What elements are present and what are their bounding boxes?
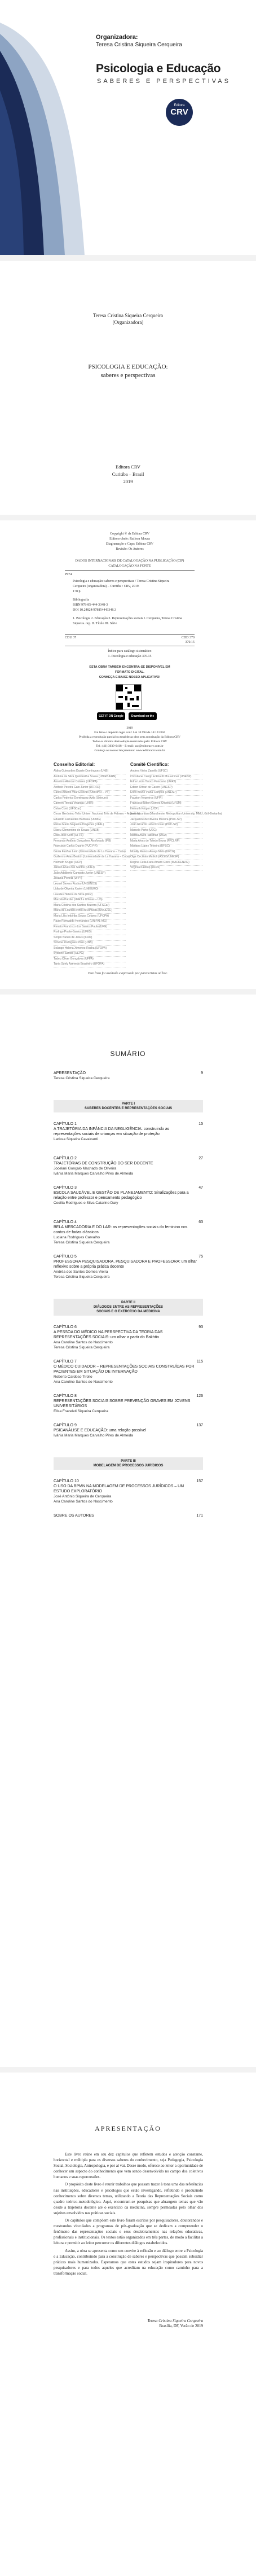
toc-entry-row xyxy=(54,1513,203,1518)
biblio-lines xyxy=(73,598,195,613)
peer-review-note: Este livro foi avaliado e aprovado por pareceristas ad hoc. xyxy=(88,972,168,975)
toc-part-heading: PARTE II DIÁLOGOS ENTRE AS REPRESENTAÇÕES SOCIAIS E O EXERCÍCIO DA MEDICINA xyxy=(54,1299,203,1316)
board-member: Helmuth Krüger (UCP) xyxy=(130,807,202,812)
toc-entry-title: CAPÍTULO 8 REPRESENTAÇÕES SOCIAIS SOBRE PREVENÇÃO GRAVES EM JOVENS UNIVERSITÁRIOS xyxy=(54,1394,191,1408)
toc-part-heading: PARTE III MODELAGEM DE PROCESSOS JURÍDICOS xyxy=(54,1457,203,1470)
board-member: Olga Ceciliato Mattioli (ASSIS/UNESP) xyxy=(130,855,202,860)
board-member: Tania Suely Azevedo Brasileiro (UFOPA) xyxy=(54,962,126,967)
editor-line: Editora-chefe: Railson Moura xyxy=(109,537,150,541)
board-member: Cesar Gerónimo Tello (Univer. Nacional Três de Febrero – Argentina) xyxy=(54,812,126,817)
signature-name: Teresa Cristina Siqueira Cerqueira xyxy=(147,2319,203,2323)
board-member: Carmen Tereza Velanga (UNIR) xyxy=(54,801,126,807)
cip-record xyxy=(65,572,195,627)
ps-lines xyxy=(73,579,195,594)
board-member: Marcelo Porto (UEG) xyxy=(130,829,202,834)
ebook-notice xyxy=(65,665,195,680)
toc-entry-row xyxy=(54,1121,203,1137)
toc-entry-page: 93 xyxy=(198,1325,203,1329)
title-page-author xyxy=(0,313,256,325)
board-member: Solange Helena Ximenes-Rocha (UFOPA) xyxy=(54,947,126,952)
index-heading: Índice para catálogo sistemático xyxy=(108,650,152,653)
index-entry: 1. Psicologia e educação 370.15 xyxy=(108,655,152,658)
toc-entry-row xyxy=(54,1394,203,1409)
toc-entry-page: 15 xyxy=(198,1122,203,1126)
editorial-board xyxy=(54,762,140,968)
board-member: Marcelo Paixão (UFRJ e UTexas – US) xyxy=(54,898,126,903)
toc-entry-author: Ivânia Maria Marques Carvalho Pires de Almeida xyxy=(54,1434,133,1438)
presentation-title: APRESENTAÇÃO xyxy=(95,2124,161,2132)
qr-code-icon xyxy=(116,685,141,709)
toc-entry-row xyxy=(54,1185,203,1201)
app-store-button[interactable]: Download on the App Store xyxy=(129,712,157,720)
design-line: Diagramação e Capa: Editora CRV xyxy=(105,542,154,546)
board-member: Francisco Carlos Duarte (PUC-PR) xyxy=(54,844,126,849)
toc-entry-row xyxy=(54,1325,203,1340)
board-member: Gloria Fariñas León (Universidade de La Havana – Cuba) xyxy=(54,850,126,855)
title-page xyxy=(0,261,256,515)
toc-entry[interactable] xyxy=(54,1121,203,1142)
toc-entry[interactable] xyxy=(54,1220,203,1245)
legal-line: Proibida a reprodução parcial ou total desta obra sem autorização da Editora CRV xyxy=(78,735,181,739)
board-member: Leonel Severo Rocha (UNISINOS) xyxy=(54,882,126,887)
toc-entry-row xyxy=(54,1479,203,1494)
ps-line: Psicologia e educação: saberes e perspectivas / Teresa Cristina Siqueira xyxy=(73,580,170,583)
toc-entry-author: Elisa Frazeleti Siqueira Cerqueira xyxy=(54,1409,108,1413)
book-cover xyxy=(0,0,256,255)
legal-notice xyxy=(65,726,195,753)
board-member: Renato Francisco dos Santos Paula (UFG) xyxy=(54,925,126,930)
toc-entry-title: CAPÍTULO 4 BELA MERCADORIA E DO LAR: as representações sociais do feminino nos contos de fadas clássicos xyxy=(54,1220,188,1234)
catalog-subheading-text: CATALOGAÇÃO NA FONTE xyxy=(108,564,151,568)
google-play-button[interactable]: GET IT ON Google Play xyxy=(97,712,125,720)
toc-entry-row xyxy=(54,1423,203,1433)
board-member: Jacqueline de Oliveira Moreira (PUC-SP) xyxy=(130,818,202,823)
presentation-paragraph: Este livro reúne em seu dez capítulos que refletem estudos e atenção constante, horizontal e múltipla para os diversos saberes do conhecimento, seja Pedagogia, Psicologia Social, Sociologia, Antropologia, e por aí vai. Desse modo, oferece ao leitor a oportunidade de conhecer um aspecto do conhecimento que vem sendo desenvolvido no campo dos coletivos humanos e suas repercussões. xyxy=(54,2152,203,2180)
board-member: Eduardo Fernandes Barbosa (UFMG) xyxy=(54,818,126,823)
board-member: Andrea Vieira Zanella (UFSC) xyxy=(130,769,202,774)
toc-entry[interactable] xyxy=(54,1394,203,1414)
toc-entry-page: 47 xyxy=(198,1186,203,1190)
scientific-board-list xyxy=(130,769,223,871)
editorial-board-list xyxy=(54,769,140,967)
table-of-contents xyxy=(0,995,256,2067)
toc-entry-page: 9 xyxy=(201,1071,203,1075)
toc-entry-title: CAPÍTULO 7 O MÉDICO CUIDADOR – REPRESENTAÇÕES SOCIAIS CONSTRUÍDAS POR PACIENTES EM SITUAÇÃO DE INTERNAÇÃO xyxy=(54,1360,195,1374)
ps-code: P974 xyxy=(65,573,72,576)
toc-entry[interactable] xyxy=(54,1359,203,1385)
toc-entry-author: Andréa dos Santos Gomes Vieira Teresa Cristina Siqueira Cerqueira xyxy=(54,1270,110,1279)
organizer-block xyxy=(96,34,248,48)
catalog-rule xyxy=(65,634,195,635)
presentation-signature xyxy=(54,2319,203,2329)
catalog-heading xyxy=(65,559,195,569)
board-member: Marcia Alves Tassinari (USU) xyxy=(130,834,202,839)
board-member: Paulo Romualdo Hernandes (UNIFAL-MG) xyxy=(54,919,126,925)
toc-entry-author: Larissa Siqueira Cavalcanti xyxy=(54,1137,98,1141)
board-member: Elione Maria Nogueira Diogenes (UFAL) xyxy=(54,823,126,828)
board-member: Lídia de Oliveira Xavier (UNIEURO) xyxy=(54,887,126,892)
cover-subtitle: SABERES E PERSPECTIVAS xyxy=(97,78,231,85)
cdd-code: CDD 370 xyxy=(181,636,195,639)
toc-entry-author: Roberto Cardoso Tirollo Ana Caroline Santos do Nascimento xyxy=(54,1375,113,1384)
toc-entry-page: 75 xyxy=(198,1255,203,1259)
board-member: Aldira Guimarães Duarte Domínguez (UNB) xyxy=(54,769,126,774)
toc-entry-page: 63 xyxy=(198,1220,203,1224)
toc-entry-title: CAPÍTULO 1 A TRAJETÓRIA DA INFÂNCIA DA NEGLIGÊNCIA: construindo as representações sociais de crianças em situação de proteção xyxy=(54,1122,170,1136)
toc-entry[interactable] xyxy=(54,1325,203,1350)
cdu-code: CDU 37 xyxy=(65,636,77,639)
board-member: Virgínia Kastrup (UFRJ) xyxy=(130,866,202,871)
author-role: (Organizadora) xyxy=(112,319,144,325)
systematic-index xyxy=(65,649,195,659)
toc-entry-title: CAPÍTULO 6 A PESSOA DO MÉDICO NA PERSPECTIVA DA TEORIA DAS REPRESENTAÇÕES SOCIAIS: um olhar a partir do Bakhtin xyxy=(54,1325,163,1339)
qr-code[interactable] xyxy=(116,684,142,710)
organizer-name: Teresa Cristina Siqueira Cerqueira xyxy=(96,42,182,48)
board-member: João Adalberto Campato Junior (UNESP) xyxy=(54,871,126,877)
toc-entry[interactable] xyxy=(54,1185,203,1206)
ps-line: 178 p. xyxy=(73,590,81,593)
board-member: Josania Portela (UFPI) xyxy=(54,877,126,882)
board-member: Simone Rodrigues Pinto (UNB) xyxy=(54,941,126,946)
board-member: João Ricardo Lebert Cozac (PUC-SP) xyxy=(130,823,202,828)
publisher-city: Curitiba – Brasil xyxy=(112,471,144,477)
biblio-line: Bibliografia xyxy=(73,598,89,602)
signature-place: Brasília, DF, Verão de 2019 xyxy=(159,2324,203,2328)
biblio-line: DOI 10.24824/978854443348.3 xyxy=(73,608,116,612)
board-member: Maria Lília Imbiriba Sousa Colares (UFOPA) xyxy=(54,914,126,919)
ebook-line: CONHEÇA E BAIXE NOSSO APLICATIVO! xyxy=(99,676,161,679)
toc-entry-title: CAPÍTULO 2 TRAJETÓRIAS DE CONSTRUÇÃO DO SER DOCENTE xyxy=(54,1156,153,1166)
scientific-board xyxy=(130,762,223,871)
board-member: Carlos Alberto Vilar Estêvão (UMINHO – PT) xyxy=(54,791,126,796)
toc-entry-row xyxy=(54,1071,203,1076)
toc-entry-row xyxy=(54,1359,203,1374)
board-member: Tadeu Oliver Gonçalves (UFPA) xyxy=(54,957,126,962)
toc-entry[interactable] xyxy=(54,1156,203,1176)
board-member: Elizeu Clementino de Souza (UNEB) xyxy=(54,829,126,834)
page-separator xyxy=(0,255,256,261)
board-member: Christiane Carrijo Eckhardt Mouammar (UNESP) xyxy=(130,775,202,780)
publisher-name: Editora CRV xyxy=(116,464,140,470)
toc-entry-page: 126 xyxy=(196,1394,203,1398)
toc-entry-title: CAPÍTULO 3 ESCOLA SAUDÁVEL E GESTÃO DE PLANEJAMENTO: Sinalizações para a relação entre professor e pensamento pedagógico xyxy=(54,1186,189,1200)
toc-entry-row xyxy=(54,1220,203,1235)
author-name: Teresa Cristina Siqueira Cerqueira xyxy=(92,313,164,318)
board-member: Edson Olivari de Castro (UNESP) xyxy=(130,786,202,791)
presentation-paragraph: Os capítulos que compõem este livro foram escritos por pesquisadores, doutorandos e mestrandos vinculados a programas de pós-graduação que se dedicam a compreender o fenômeno das representações sociais e seus desdobramentos nas relações educativas, profissionais e institucionais. Os textos estão organizados em três partes, de modo a facilitar a leitura e permitir ao leitor percorrer os diferentes diálogos estabelecidos. xyxy=(54,2218,203,2246)
board-member: Élsio José Corá (UFFS) xyxy=(54,834,126,839)
toc-entry-row xyxy=(54,1254,203,1269)
board-member: Érico Bruno Viana Campos (UNESP) xyxy=(130,791,202,796)
legal-line: 2019 xyxy=(126,726,133,730)
subjects-line: 1. Psicologia 2. Educação 3. Representações sociais I. Cerqueira, Teresa Cristina Siqueira. org. II. Título III. Série xyxy=(73,617,182,625)
board-member: Maria de Lourdes Pinto de Almeida (UNOESC) xyxy=(54,909,126,914)
presentation-page xyxy=(0,2073,256,2576)
board-member: Sérgio Nunes de Jesus (IFRO) xyxy=(54,936,126,941)
toc-entry[interactable] xyxy=(54,1071,203,1081)
presentation-body xyxy=(54,2152,203,2278)
page-separator xyxy=(0,515,256,520)
toc-entry-page: 115 xyxy=(196,1360,203,1364)
board-member: Maria Cristina dos Santos Bezerra (UFSCar) xyxy=(54,904,126,909)
toc-entry-title: CAPÍTULO 5 PROFESSORA PESQUISADORA, PESQUISADORA E PROFESSORA: um olhar reflexivo sobre a própria prática docente xyxy=(54,1255,197,1269)
legal-line: Foi feito o depósito legal conf. Lei 10.994 de 14/12/2004 xyxy=(94,731,165,734)
board-member: Monilly Ramos Araujo Melo (UFCG) xyxy=(130,850,202,855)
board-member: Maria Alves de Toledo Bruns (FFCLRP) xyxy=(130,839,202,844)
organizer-label: Organizadora: xyxy=(96,34,138,41)
board-member: Mariana Lopez Teixeira (UFSC) xyxy=(130,844,202,849)
legal-line: Tel.: (41) 3039-6418 – E-mail: sac@editoracrv.com.br xyxy=(96,744,164,748)
logo-big-text: CRV xyxy=(170,107,188,117)
toc-entry[interactable] xyxy=(54,1513,203,1518)
toc-entry-title: APRESENTAÇÃO xyxy=(54,1071,86,1075)
book-title: PSICOLOGIA E EDUCAÇÃO: xyxy=(88,363,168,370)
legal-line: Conheça os nossos lançamentos: www.editoracrv.com.br xyxy=(94,749,165,752)
toc-entry-title: SOBRE OS AUTORES xyxy=(54,1514,94,1518)
board-member: Anselmo Alencar Colares (UFOPA) xyxy=(54,780,126,785)
publisher-logo xyxy=(166,99,193,126)
ps-line: Cerqueira (organizadora) – Curitiba : CRV, 2019. xyxy=(73,585,140,588)
board-member: Ilana Mountian (Manchester Metropolitan University, MMU, Grã-Bretanha) xyxy=(130,812,202,817)
board-member: Celso Conti (UFSCar) xyxy=(54,807,126,812)
toc-entry-author: Ana Caroline Santos do Nascimento Teresa Cristina Siqueira Cerqueira xyxy=(54,1340,113,1350)
toc-part-heading: PARTE I SABERES DOCENTES E REPRESENTAÇÕES SOCIAIS xyxy=(54,1100,203,1112)
toc-entry-page: 157 xyxy=(196,1479,203,1483)
toc-entry-row xyxy=(54,1156,203,1166)
board-member: Jailson Alves dos Santos (UFRJ) xyxy=(54,866,126,871)
board-member: Antônio Pereira Gaio Júnior (UFRRJ) xyxy=(54,786,126,791)
copyright-page xyxy=(0,520,256,989)
legal-line: Todos os direitos desta edição reservados pela: Editora CRV xyxy=(92,740,167,743)
board-member: Carlos Federico Dominguez Avila (Unieuro) xyxy=(54,796,126,801)
scientific-board-title: Comitê Científico: xyxy=(130,762,169,767)
toc-title: SUMÁRIO xyxy=(110,1050,146,1058)
page-separator xyxy=(0,989,256,995)
revision-line: Revisão: Os Autores xyxy=(116,547,144,551)
board-member: Guillermo Arias Beatón (Universidade de La Havana – Cuba) xyxy=(54,855,126,860)
catalog-heading-text: DADOS INTERNACIONAIS DE CATALOGAÇÃO NA PUBLICAÇÃO (CIP) xyxy=(75,559,184,563)
title-page-publisher xyxy=(0,464,256,484)
ebook-line: ESTA OBRA TAMBÉM ENCONTRA-SE DISPONÍVEL EM xyxy=(89,665,170,669)
toc-entry-page: 27 xyxy=(198,1156,203,1160)
board-member: Fauston Negreiros (UFPI) xyxy=(130,796,202,801)
board-member: Edna Lúcia Tinoco Ponciano (UERJ) xyxy=(130,780,202,785)
credits-block xyxy=(65,532,195,552)
cdd2-code: 370.15 xyxy=(185,641,195,644)
page-separator xyxy=(0,2067,256,2073)
publish-year: 2019 xyxy=(123,479,133,484)
board-member: Helmuth Krüger (UCP) xyxy=(54,861,126,866)
presentation-paragraph: Assim, a obra se apresenta como um convite à reflexão e ao diálogo entre a Psicologia e a Educação, contribuindo para a construção de saberes e perspectivas que possam subsidiar práticas mais humanizadas. Esperamos que estes estudos sejam inspiradores para novos pesquisadores e para todos aqueles que acreditam na educação como caminho para a transformação social. xyxy=(54,2248,203,2276)
toc-entry-author: Luciana Rodrigues Carvalho Teresa Cristina Siqueira Cerqueira xyxy=(54,1236,110,1245)
book-subtitle: saberes e perspectivas xyxy=(100,372,156,379)
toc-entry-title: CAPÍTULO 9 PSICANÁLISE E EDUCAÇÃO: uma relação possível xyxy=(54,1423,147,1432)
board-member: Sydione Santos (UEPG) xyxy=(54,952,126,957)
board-member: Lourdes Helena da Silva (UFV) xyxy=(54,893,126,898)
editorial-board-title: Conselho Editorial: xyxy=(54,762,95,767)
cover-title: Psicologia e Educação xyxy=(96,62,221,75)
copyright-line: Copyright © da Editora CRV xyxy=(109,532,150,536)
ebook-line: FORMATO DIGITAL. xyxy=(115,671,144,674)
logo-small-text: Editora xyxy=(174,104,185,107)
board-member: Regina Célia Faria Amaro Giora (MACKENZIE) xyxy=(130,861,202,866)
toc-entry-page: 137 xyxy=(196,1423,203,1427)
toc-entry-title: CAPÍTULO 10 O USO DA BPMN NA MODELAGEM DE PROCESSOS JURÍDICOS – UM ESTUDO EXPLORATÓRIO xyxy=(54,1479,184,1493)
toc-entry-author: Teresa Cristina Siqueira Cerqueira xyxy=(54,1076,110,1080)
toc-entry-author: José Antônio Siqueira de Cerqueira Ana Caroline Santos do Nascimento xyxy=(54,1495,113,1504)
toc-entry[interactable] xyxy=(54,1479,203,1504)
toc-entry-author: Cecília Rodrigues e Silva Catarino Dary xyxy=(54,1201,118,1205)
toc-entry[interactable] xyxy=(54,1254,203,1280)
board-member: Francisco Nilton Gomes Oliveira (UFSM) xyxy=(130,801,202,807)
presentation-paragraph: O propósito deste livro é reunir trabalhos que possam trazer à tona uma das referências nas instituições, educadores e psicólogos que estão investigando, refletindo e produzindo conhecimento sobre diversos temas, utilizando a Teoria das Representações Sociais como quadro teórico-metodológico. Aqui, encontram-se pesquisas que abrangem temas que vão desde a trajetória docente até o exercício da medicina, sempre permeadas pelo olhar dos sujeitos envolvidos nas práticas sociais. xyxy=(54,2182,203,2215)
toc-entry-author: Jocelani Gonçalo Machado de Oliveira Ivânia Maria Marques Carvalho Pires de Almeida xyxy=(54,1167,133,1176)
biblio-line: ISBN 978-85-444-3348-3 xyxy=(73,603,108,607)
title-page-title xyxy=(0,363,256,379)
catalog-rule xyxy=(65,570,195,571)
toc-entry[interactable] xyxy=(54,1423,203,1438)
board-member: Rodrigo Pratte-Santos (UFES) xyxy=(54,930,126,935)
board-member: Fernando Antônio Gonçalves Alcoforado (IPB) xyxy=(54,839,126,844)
toc-entry-page: 171 xyxy=(196,1514,203,1518)
board-member: Andréia da Silva Quintanilha Sousa (UNIR/UFRN) xyxy=(54,775,126,780)
